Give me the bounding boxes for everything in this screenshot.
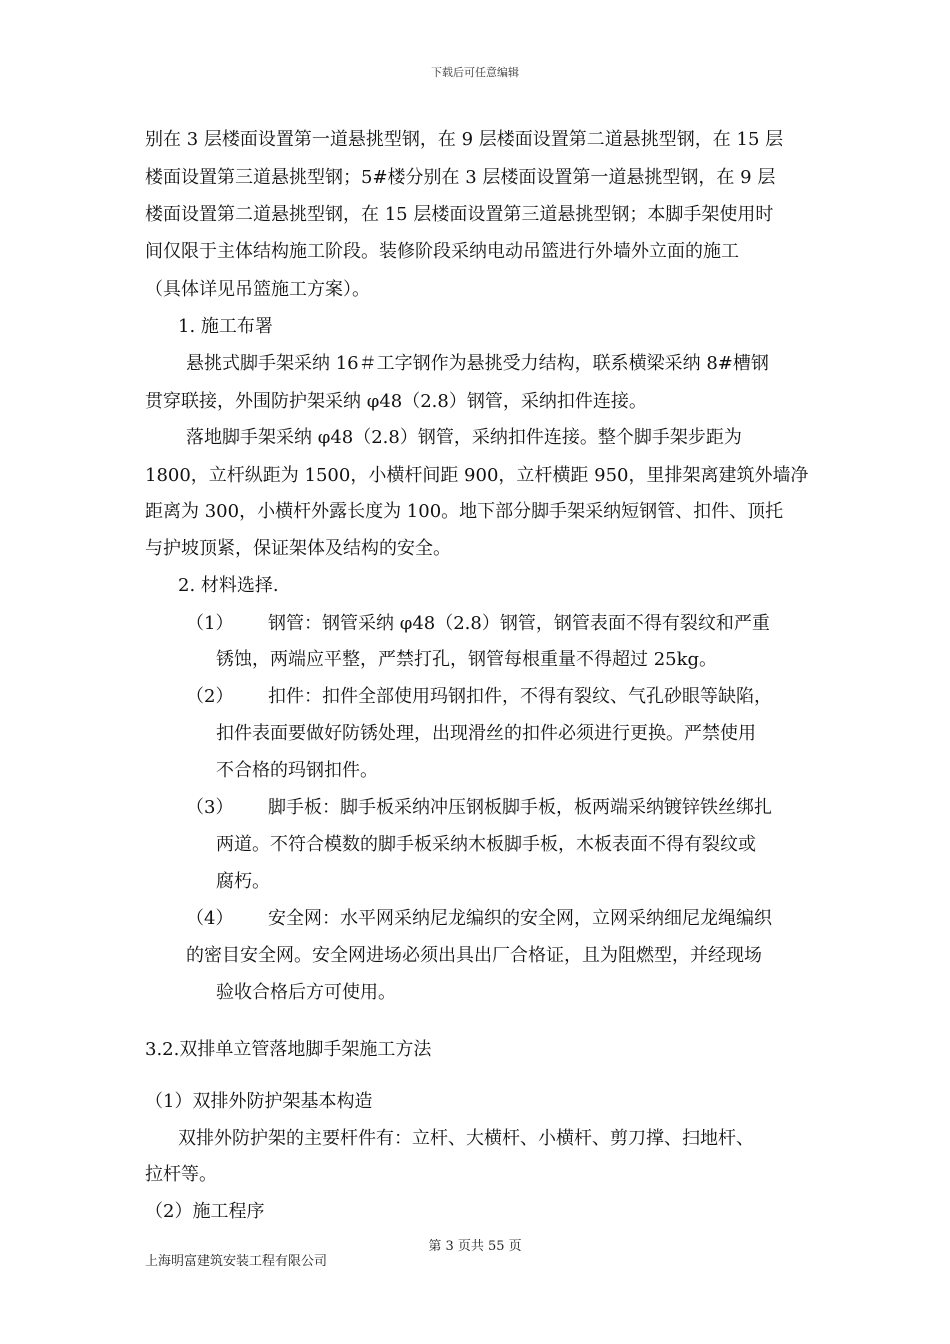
page-number: 第 3 页共 55 页: [428, 1239, 522, 1254]
body-line: 楼面设置第三道悬挑型钢；5#楼分别在 3 层楼面设置第一道悬挑型钢，在 9 层: [145, 167, 776, 188]
page-header-note: 下载后可任意编辑: [431, 66, 519, 79]
list-item-text: 两道。不符合模数的脚手板采纳木板脚手板，木板表面不得有裂纹或: [216, 834, 756, 855]
subsection-heading: （2）施工程序: [145, 1201, 265, 1222]
body-line: 1800，立杆纵距为 1500，小横杆间距 900，立杆横距 950，里排架离建筑外墙净: [145, 465, 809, 486]
list-item-text: 脚手板：脚手板采纳冲压钢板脚手板，板两端采纳镀锌铁丝绑扎: [268, 797, 772, 818]
subsection-heading: （1）双排外防护架基本构造: [145, 1091, 373, 1112]
body-line: 与护坡顶紧，保证架体及结构的安全。: [145, 538, 451, 559]
list-item-text: 腐朽。: [216, 871, 270, 892]
section-heading: 2. 材料选择.: [178, 575, 279, 596]
body-line: 落地脚手架采纳 φ48（2.8）钢管，采纳扣件连接。整个脚手架步距为: [186, 427, 742, 448]
list-item-number: （2）: [186, 686, 234, 707]
list-item-text: 验收合格后方可使用。: [216, 982, 396, 1003]
list-item-number: （3）: [186, 797, 234, 818]
body-line: 别在 3 层楼面设置第一道悬挑型钢，在 9 层楼面设置第二道悬挑型钢，在 15 层: [145, 129, 784, 150]
list-item-text: 扣件：扣件全部使用玛钢扣件，不得有裂纹、气孔砂眼等缺陷，: [268, 686, 772, 707]
body-line: 悬挑式脚手架采纳 16＃工字钢作为悬挑受力结构，联系横梁采纳 8#槽钢: [186, 353, 769, 374]
body-line: 距离为 300，小横杆外露长度为 100。地下部分脚手架采纳短钢管、扣件、顶托: [145, 501, 784, 522]
body-line: 贯穿联接，外围防护架采纳 φ48（2.8）钢管，采纳扣件连接。: [145, 391, 647, 412]
company-name: 上海明富建筑安装工程有限公司: [145, 1254, 328, 1269]
list-item-text: 扣件表面要做好防锈处理，出现滑丝的扣件必须进行更换。严禁使用: [216, 723, 756, 744]
list-item-text: 锈蚀，两端应平整，严禁打孔，钢管每根重量不得超过 25kg。: [216, 649, 718, 670]
body-line: （具体详见吊篮施工方案）。: [145, 279, 370, 300]
list-item-text: 安全网：水平网采纳尼龙编织的安全网，立网采纳细尼龙绳编织: [268, 908, 772, 929]
list-item-text: 钢管：钢管采纳 φ48（2.8）钢管，钢管表面不得有裂纹和严重: [268, 613, 770, 634]
list-item-text: 的密目安全网。安全网进场必须出具出厂合格证，且为阻燃型，并经现场: [186, 945, 762, 966]
body-line: 间仅限于主体结构施工阶段。装修阶段采纳电动吊篮进行外墙外立面的施工: [145, 241, 739, 262]
list-item-text: 不合格的玛钢扣件。: [216, 760, 378, 781]
body-line: 双排外防护架的主要杆件有：立杆、大横杆、小横杆、剪刀撑、扫地杆、: [178, 1128, 754, 1149]
list-item-number: （1）: [186, 613, 234, 634]
section-heading: 3.2.双排单立管落地脚手架施工方法: [145, 1039, 432, 1060]
section-heading: 1. 施工布署: [178, 316, 273, 337]
body-line: 拉杆等。: [145, 1164, 217, 1185]
body-line: 楼面设置第二道悬挑型钢，在 15 层楼面设置第三道悬挑型钢；本脚手架使用时: [145, 204, 774, 225]
list-item-number: （4）: [186, 908, 234, 929]
